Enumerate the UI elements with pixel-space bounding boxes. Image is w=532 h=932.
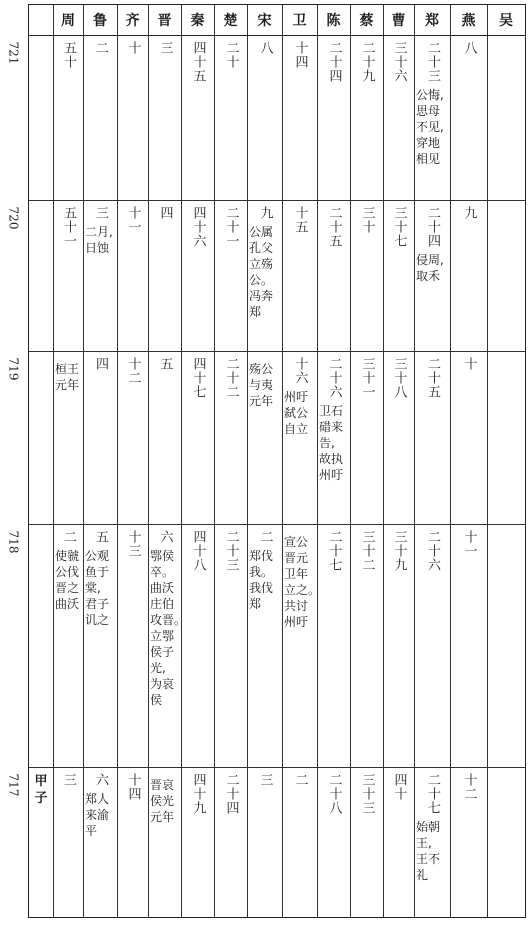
- table-cell: [414, 351, 450, 524]
- table-cell: [383, 200, 414, 351]
- reign-year-number: 四十: [391, 773, 407, 801]
- state-header: 齐: [125, 13, 140, 29]
- table-cell: [487, 35, 525, 200]
- event-note: 卫石 碏来 告, 故执 州吁: [319, 404, 344, 482]
- reign-year-number: 三十八: [391, 357, 407, 399]
- state-header: 吴: [499, 13, 513, 29]
- event-note: 公属 孔父 立殇 公。 冯奔 郑: [249, 225, 274, 319]
- year-label-text: 717: [6, 773, 20, 797]
- reign-year-number: 三十: [359, 206, 375, 234]
- year-label: [2, 38, 24, 68]
- reign-year-number: 六: [157, 530, 173, 544]
- reign-year-number: 三: [157, 41, 173, 55]
- table-cell: [214, 200, 247, 351]
- reign-year-number: 三十三: [359, 773, 375, 815]
- table-cell: [383, 524, 414, 767]
- table-cell: [83, 524, 117, 767]
- chronology-table: [28, 4, 526, 918]
- reign-year-number: 二: [93, 41, 108, 55]
- state-header: 宋: [257, 13, 272, 29]
- reign-year-number: 五十一: [61, 206, 76, 248]
- reign-year-number: 二十: [223, 41, 239, 69]
- table-cell: [450, 767, 487, 917]
- reign-year-number: 九: [461, 206, 477, 220]
- table-cell: [317, 35, 350, 200]
- state-header: 蔡: [359, 13, 374, 29]
- reign-year-number: 二十三: [425, 41, 440, 83]
- table-cell: [317, 767, 350, 917]
- table-cell: [181, 767, 214, 917]
- reign-year-number: 十一: [125, 206, 141, 234]
- table-cell: [350, 767, 383, 917]
- table-cell: [317, 524, 350, 767]
- reign-year-number: 五: [93, 530, 108, 544]
- table-cell: [117, 200, 148, 351]
- table-cell: [181, 351, 214, 524]
- table-cell: [450, 351, 487, 524]
- reign-year-number: 四十九: [190, 773, 206, 815]
- event-note: 郑伐 我。 我伐 郑: [249, 549, 274, 611]
- table-cell: [247, 351, 282, 524]
- table-cell: [414, 524, 450, 767]
- event-note: 使虢 公伐 晋之 曲沃: [55, 549, 80, 611]
- reign-year-number: 四十七: [190, 357, 206, 399]
- reign-year-number: 九: [257, 206, 273, 220]
- table-cell: [414, 35, 450, 200]
- table-cell: [487, 200, 525, 351]
- reign-year-number: 十三: [125, 530, 141, 558]
- table-cell: [83, 35, 117, 200]
- table-cell: [148, 351, 181, 524]
- reign-year-number: 八: [461, 41, 477, 55]
- year-label-text: 718: [6, 530, 20, 554]
- state-header: 燕: [461, 13, 476, 29]
- reign-year-number: 二十七: [326, 530, 342, 572]
- state-header: 鲁: [93, 13, 107, 29]
- table-cell: [214, 524, 247, 767]
- table-cell: [247, 35, 282, 200]
- table-cell: [148, 524, 187, 767]
- table-cell: [487, 524, 525, 767]
- table-cell: [350, 351, 383, 524]
- reign-year-number: 十一: [461, 530, 477, 558]
- table-cell: [487, 767, 525, 917]
- table-cell: [350, 35, 383, 200]
- table-cell: [83, 351, 117, 524]
- table-cell: [282, 767, 317, 917]
- year-label: [2, 203, 24, 233]
- event-note: 始朝 王, 王不 礼: [416, 820, 441, 882]
- reign-year-number: 二十一: [223, 206, 239, 248]
- reign-year-number: 二十七: [425, 773, 440, 815]
- state-header: 秦: [190, 13, 205, 29]
- reign-year-number: 二十八: [326, 773, 342, 815]
- year-label: [2, 354, 24, 384]
- reign-year-number: 二: [292, 773, 308, 787]
- table-cell: [214, 35, 247, 200]
- reign-year-number: 四: [157, 206, 173, 220]
- reign-year-number: 十: [125, 41, 141, 55]
- table-cell: [247, 524, 282, 767]
- reign-year-number: 六: [93, 773, 108, 787]
- reign-year-number: 十二: [125, 357, 141, 385]
- state-header: 陈: [326, 13, 341, 29]
- reign-year-number: 二十四: [326, 41, 342, 83]
- reign-year-number: 十五: [292, 206, 308, 234]
- reign-year-number: 二十二: [223, 357, 239, 399]
- reign-year-number: 十二: [461, 773, 477, 801]
- reign-year-number: 四十五: [190, 41, 206, 83]
- reign-year-number: 四十八: [190, 530, 206, 572]
- reign-year-number: 二十五: [326, 206, 342, 248]
- reign-year-number: 三十六: [391, 41, 407, 83]
- table-cell: [317, 351, 350, 524]
- event-note: 鄂侯 卒。 曲沃 庄伯 攻晋。 立鄂 侯子 光, 为哀 侯: [150, 549, 187, 707]
- reign-year-number: 二十三: [223, 530, 239, 572]
- table-cell: [450, 200, 487, 351]
- year-label-text: 720: [6, 206, 20, 230]
- reign-year-number: 三十七: [391, 206, 407, 248]
- reign-year-number: 十四: [125, 773, 141, 801]
- reign-year-number: 十: [461, 357, 477, 371]
- state-header: 周: [61, 13, 75, 29]
- table-cell: [53, 200, 83, 351]
- state-header: 郑: [425, 13, 439, 29]
- reign-year-number: 二十六: [425, 530, 440, 572]
- table-cell: [181, 35, 214, 200]
- reign-year-number: 三: [257, 773, 273, 787]
- reign-year-number: 十六: [292, 357, 308, 385]
- reign-year-number: 八: [257, 41, 273, 55]
- reign-year-number: 四十六: [190, 206, 206, 248]
- table-cell: [383, 351, 414, 524]
- reign-year-number: 二: [61, 530, 76, 544]
- reign-year-number: 五: [157, 357, 173, 371]
- year-label: [2, 770, 24, 800]
- state-header: 晋: [157, 13, 172, 29]
- table-cell: [487, 351, 525, 524]
- table-cell: [148, 767, 181, 917]
- table-cell: [181, 524, 214, 767]
- event-note: 殇公 与夷 元年: [249, 362, 274, 408]
- reign-year-number: 三: [93, 206, 108, 220]
- table-cell: [350, 200, 383, 351]
- table-cell: [117, 767, 148, 917]
- table-cell: [282, 35, 317, 200]
- table-cell: [117, 351, 148, 524]
- table-cell: [317, 200, 350, 351]
- reign-year-number: 三十一: [359, 357, 375, 399]
- table-cell: [414, 767, 450, 917]
- reign-year-number: 二: [257, 530, 273, 544]
- event-note: 侵周, 取禾: [416, 253, 444, 283]
- table-cell: [53, 35, 83, 200]
- reign-year-number: 四: [93, 357, 108, 371]
- state-header: 卫: [292, 13, 307, 29]
- event-note: 宣公 晋元 卫年 立之。 共讨 州吁: [284, 535, 321, 629]
- reign-year-number: 三十九: [391, 530, 407, 572]
- event-note: 公悔, 思母 不见, 穿地 相见: [416, 88, 444, 166]
- table-cell: [350, 524, 383, 767]
- event-note: 二月, 日蚀: [85, 225, 113, 255]
- table-cell: [414, 200, 450, 351]
- table-cell: [383, 35, 414, 200]
- ganzhi-marker: 甲 子: [34, 774, 48, 806]
- table-cell: [214, 767, 247, 917]
- table-cell: [83, 200, 117, 351]
- reign-year-number: 二十四: [223, 773, 239, 815]
- table-cell: [383, 767, 414, 917]
- reign-year-number: 二十五: [425, 357, 440, 399]
- event-note: 桓王 元年: [55, 362, 80, 392]
- year-label-text: 721: [6, 41, 20, 65]
- reign-year-number: 二十六: [326, 357, 342, 399]
- event-note: 郑人 来渝 平: [85, 792, 110, 838]
- event-note: 晋哀 侯光 元年: [150, 778, 175, 824]
- state-header: 楚: [223, 13, 238, 29]
- table-cell: [282, 200, 317, 351]
- year-label-text: 719: [6, 357, 20, 381]
- table-cell: [53, 767, 83, 917]
- reign-year-number: 十四: [292, 41, 308, 69]
- reign-year-number: 五十: [61, 41, 76, 69]
- table-cell: [148, 35, 181, 200]
- reign-year-number: 二十九: [359, 41, 375, 83]
- table-cell: [117, 524, 148, 767]
- table-cell: [117, 35, 148, 200]
- table-cell: [214, 351, 247, 524]
- table-cell: [53, 524, 83, 767]
- table-cell: [450, 524, 487, 767]
- event-note: 公观 鱼于 棠, 君子 讥之: [85, 549, 110, 627]
- table-cell: [450, 35, 487, 200]
- table-cell: [282, 524, 321, 767]
- reign-year-number: 三十二: [359, 530, 375, 572]
- table-cell: [181, 200, 214, 351]
- table-cell: [148, 200, 181, 351]
- table-cell: [282, 351, 317, 524]
- table-cell: [247, 767, 282, 917]
- table-cell: [83, 767, 117, 917]
- reign-year-number: 二十四: [425, 206, 440, 248]
- event-note: 州吁 弑公 自立: [284, 390, 309, 436]
- state-header: 曹: [391, 13, 406, 29]
- reign-year-number: 三: [61, 773, 76, 787]
- year-label: [2, 527, 24, 557]
- table-cell: [53, 351, 83, 524]
- table-cell: [247, 200, 282, 351]
